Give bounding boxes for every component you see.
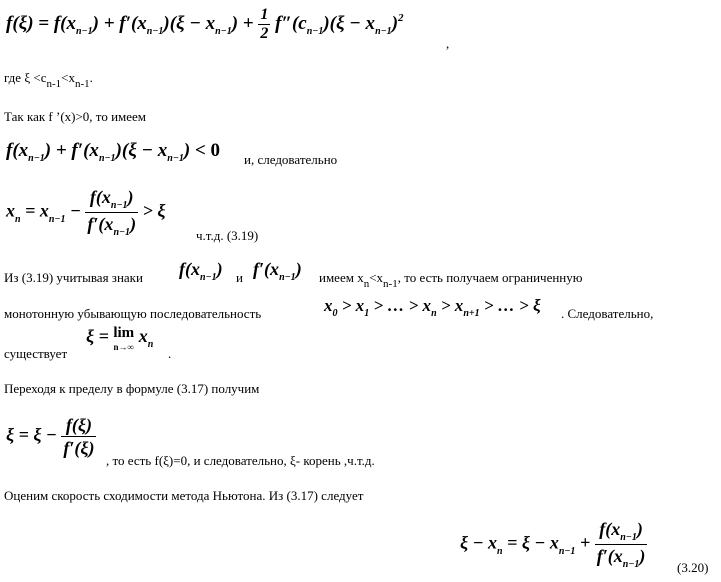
text-since-derivative-positive: Так как f ’(x)>0, то имеем bbox=[4, 109, 147, 124]
equation-inequality: $f(x_{n-1}) + f'(x_{n-1})(\xi - x_{n-1}) < 0$ bbox=[6, 140, 221, 164]
math-fprime-xn1: $f'(x_{n-1})$ bbox=[253, 259, 302, 283]
equation-taylor: $f(\xi) = f(x_{n-1}) + f'(x_{n-1})(\xi - x_{n-1})$ + $\frac{1}{2}$ $f''(c_{n-1})(\xi - x_{n-1})^2$ bbox=[6, 6, 404, 42]
text-from-319-part3: имеем $x_n<x_{n-1}$, то есть получаем ограниченную bbox=[319, 270, 583, 290]
text-exists-period: . bbox=[168, 346, 172, 361]
text-exists: существует bbox=[4, 346, 68, 361]
equation-taylor-comma: , bbox=[446, 36, 450, 51]
equation-newton-step: $x_n = x_{n-1}$ − $\frac{f(x_{n-1})}{f'(x_{n-1})}$ > ξ bbox=[6, 187, 166, 238]
text-from-319-part1: Из (3.19) учитывая знаки bbox=[4, 270, 143, 285]
text-where-clause: где $\xi <c_{n-1}<x_{n-1}$. bbox=[4, 70, 93, 90]
text-qed-319: ч.т.д. (3.19) bbox=[196, 228, 259, 243]
text-monotone-sequence: монотонную убывающую последовательность bbox=[4, 306, 262, 321]
text-from-319-and: и bbox=[236, 270, 243, 285]
text-that-is-root: , то есть f(ξ)=0, и следовательно, ξ- корень ,ч.т.д. bbox=[106, 453, 375, 468]
text-and-therefore: и, следовательно bbox=[244, 152, 338, 167]
math-limit: ξ = lim n→∞ $x_n$ bbox=[86, 325, 154, 352]
text-therefore: . Следовательно, bbox=[561, 306, 654, 321]
text-passing-to-limit: Переходя к пределу в формуле (3.17) получим bbox=[4, 381, 260, 396]
math-f-xn1: $f(x_{n-1})$ bbox=[179, 259, 223, 283]
equation-error: $\xi - x_n = \xi - x_{n-1}$ + $\frac{f(x_{n-1})}{f'(x_{n-1})}$ bbox=[460, 519, 646, 570]
equation-label-320: (3.20) bbox=[677, 560, 709, 575]
equation-fixed-point: ξ = ξ − $\frac{f(\xi)}{f'(\xi)}$ bbox=[6, 415, 95, 458]
text-estimate-convergence: Оценим скорость сходимости метода Ньютона. Из (3.17) следует bbox=[4, 488, 364, 503]
math-decreasing-sequence: $x_0 > x_1$ > … > $x_n > x_{n+1}$ > … > ξ bbox=[324, 296, 541, 319]
